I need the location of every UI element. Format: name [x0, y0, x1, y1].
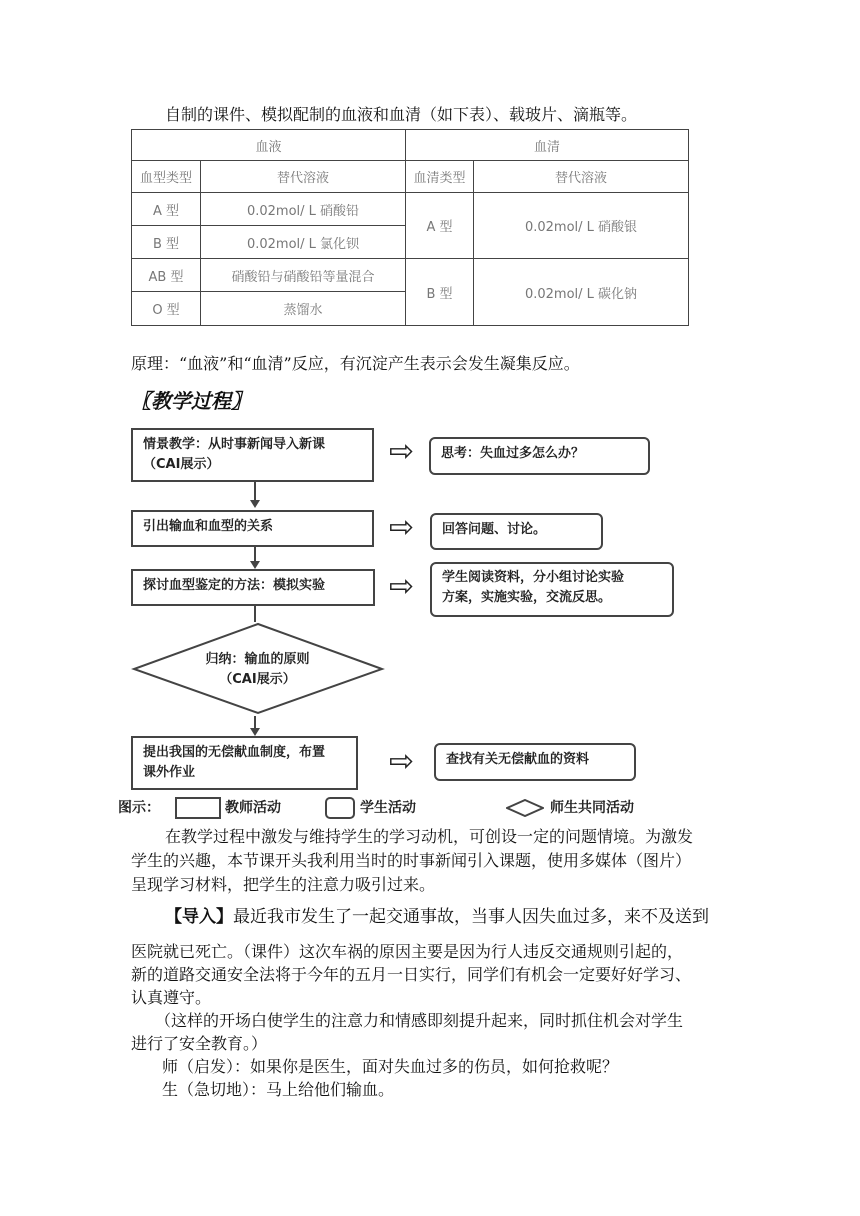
serum-type-cell: A 型 [406, 193, 474, 259]
teacher-dialogue: 师（启发）：如果你是医生，面对失血过多的伤员，如何抢救呢？ [162, 1057, 619, 1076]
col-serum-type: 血清类型 [406, 161, 474, 193]
legend-rounded-rect-icon [325, 797, 355, 819]
blood-solution-cell: 硝酸铅与硝酸铅等量混合 [201, 259, 406, 292]
blood-type-cell: O 型 [132, 292, 201, 326]
flow-result-5: 查找有关无偿献血的资料 [434, 743, 636, 781]
serum-type-cell: B 型 [406, 259, 474, 326]
legend-label: 图示： [118, 800, 160, 816]
paragraph-line: 医院就已死亡。（课件）这次车祸的原因主要是因为行人违反交通规则引起的， [131, 942, 684, 961]
paragraph-line: 认真遵守。 [131, 988, 212, 1007]
blood-type-cell: AB 型 [132, 259, 201, 292]
col-substitute: 替代溶液 [201, 161, 406, 193]
arrow-down-icon [250, 728, 260, 736]
flow-step-1: 情景教学：从时事新闻导入新课 （CAI展示） [131, 428, 374, 482]
legend-student: 学生活动 [360, 800, 416, 816]
intro-text: 自制的课件、模拟配制的血液和血清（如下表）、载玻片、滴瓶等。 [165, 105, 638, 124]
col-blood-type: 血型类型 [132, 161, 201, 193]
paragraph-line: 在教学过程中激发与维持学生的学习动机，可创设一定的问题情境。为激发 [165, 827, 694, 846]
paragraph-line: 最近我市发生了一起交通事故，当事人因失血过多，来不及送到 [233, 907, 709, 927]
blood-solution-cell: 0.02mol/ L 硝酸铅 [201, 193, 406, 226]
arrow-icon: ⇨ [389, 434, 415, 469]
lead-paragraph [165, 906, 709, 928]
serum-header: 血清 [406, 130, 689, 161]
blood-header: 血液 [132, 130, 406, 161]
legend-shared: 师生共同活动 [550, 800, 634, 816]
arrow-icon: ⇨ [389, 744, 415, 779]
paragraph-line: 学生的兴趣，本节课开头我利用当时的时事新闻引入课题，使用多媒体（图片） [131, 851, 692, 870]
legend-diamond-icon [506, 799, 544, 817]
process-heading: 〖教学过程〗 [131, 389, 251, 413]
flow-result-1: 思考：失血过多怎么办？ [429, 437, 650, 475]
flow-step-3: 探讨血型鉴定的方法：模拟实验 [131, 569, 375, 606]
flow-result-3: 学生阅读资料，分小组讨论实验 方案，实施实验，交流反思。 [430, 562, 674, 617]
legend-teacher: 教师活动 [225, 800, 281, 816]
paragraph-line: 呈现学习材料，把学生的注意力吸引过来。 [131, 875, 436, 894]
flow-step-5: 提出我国的无偿献血制度，布置 课外作业 [131, 736, 358, 790]
lead-label: 【导入】 [165, 907, 233, 927]
flow-step-4: 归纳：输血的原则 （CAI展示） [205, 652, 310, 687]
paragraph-line: 新的道路交通安全法将于今年的五月一日实行，同学们有机会一定要好好学习、 [131, 965, 692, 984]
blood-type-cell: B 型 [132, 226, 201, 259]
arrow-icon: ⇨ [389, 569, 415, 604]
blood-type-cell: A 型 [132, 193, 201, 226]
paragraph-line: 进行了安全教育。） [131, 1034, 268, 1053]
flow-result-2: 回答问题、讨论。 [430, 513, 603, 550]
arrow-icon: ⇨ [389, 510, 415, 545]
principle-text: 原理：“血液”和“血清”反应，有沉淀产生表示会发生凝集反应。 [131, 354, 580, 373]
serum-solution-cell: 0.02mol/ L 硝酸银 [474, 193, 689, 259]
student-dialogue: 生（急切地）：马上给他们输血。 [162, 1080, 395, 1099]
serum-solution-cell: 0.02mol/ L 碳化钠 [474, 259, 689, 326]
col-substitute: 替代溶液 [474, 161, 689, 193]
blood-serum-table [131, 129, 689, 326]
arrow-down-icon [250, 500, 260, 508]
blood-solution-cell: 蒸馏水 [201, 292, 406, 326]
flow-step-2: 引出输血和血型的关系 [131, 510, 374, 547]
flow-connector [254, 606, 256, 622]
blood-solution-cell: 0.02mol/ L 氯化钡 [201, 226, 406, 259]
legend-rect-icon [175, 797, 221, 819]
arrow-down-icon [250, 561, 260, 569]
paragraph-line: （这样的开场白使学生的注意力和情感即刻提升起来，同时抓住机会对学生 [155, 1011, 684, 1030]
